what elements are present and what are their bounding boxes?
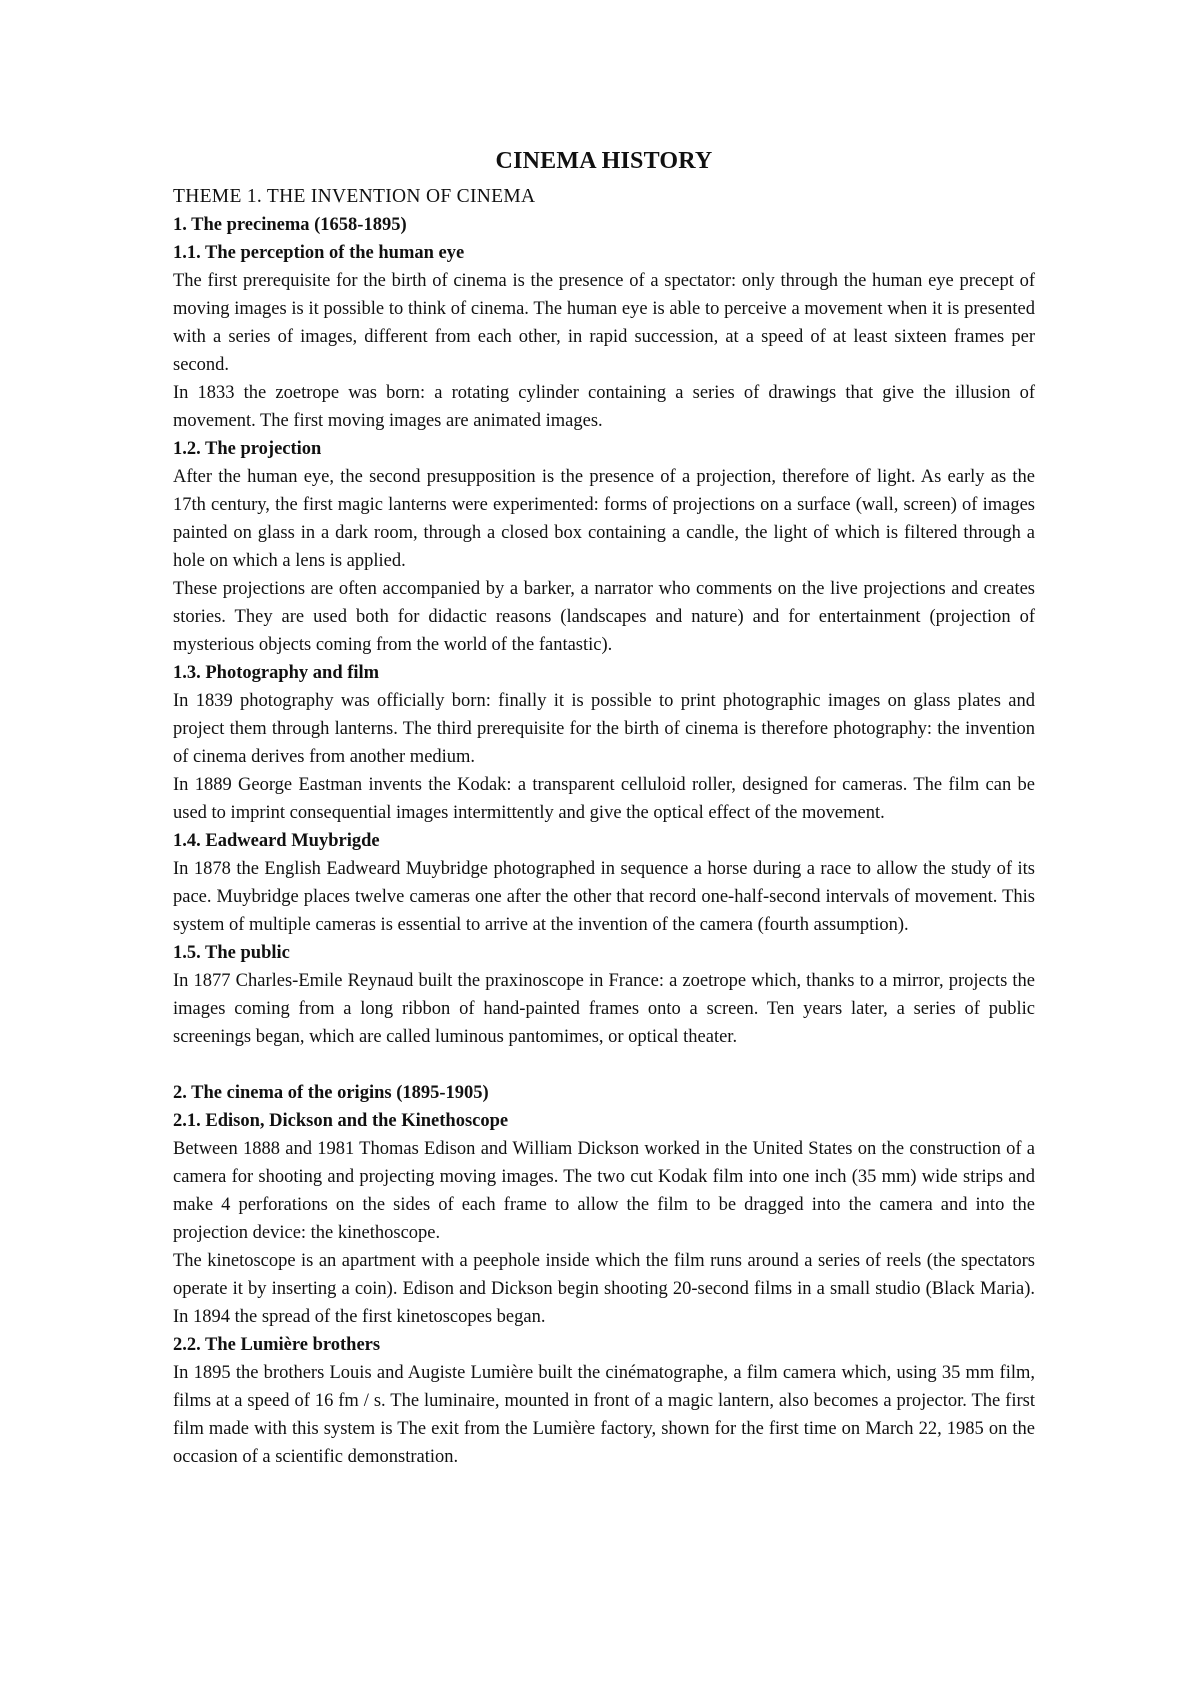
section-2-heading: 2. The cinema of the origins (1895-1905) — [173, 1083, 489, 1103]
section-1-1-heading: 1.1. The perception of the human eye — [173, 243, 465, 263]
section-1-heading: 1. The precinema (1658-1895) — [173, 215, 407, 235]
section-1-1-paragraph-1: The first prerequisite for the birth of cinema is the presence of a spectator: only through the human eye precept of moving images is it possible to think of cinema. The human eye is able to perceive a movement when it is presented with a series of images, different from each other, in rapid succession, at a speed of at least sixteen frames per second. — [173, 271, 1035, 375]
section-1-1-paragraph-2: In 1833 the zoetrope was born: a rotating cylinder containing a series of drawings that give the illusion of movement. The first moving images are animated images. — [173, 383, 1035, 431]
section-2-1-paragraph-1: Between 1888 and 1981 Thomas Edison and William Dickson worked in the United States on the construction of a camera for shooting and projecting moving images. The two cut Kodak film into one inch (35 mm) wide strips and make 4 perforations on the sides of each frame to allow the film to be dragged into the camera and into the projection device: the kinethoscope. — [173, 1139, 1035, 1243]
section-2-2-paragraph-1: In 1895 the brothers Louis and Augiste Lumière built the cinématographe, a film camera which, using 35 mm film, films at a speed of 16 fm / s. The luminaire, mounted in front of a magic lantern, also becomes a projector. The first film made with this system is The exit from the Lumière factory, shown for the first time on March 22, 1985 on the occasion of a scientific demonstration. — [173, 1363, 1035, 1467]
section-2-1-heading: 2.1. Edison, Dickson and the Kinethoscope — [173, 1111, 509, 1131]
section-1-4-paragraph-1: In 1878 the English Eadweard Muybridge photographed in sequence a horse during a race to allow the study of its pace. Muybridge places twelve cameras one after the other that record one-half-second intervals of movement. This system of multiple cameras is essential to arrive at the invention of the camera (fourth assumption). — [173, 859, 1035, 935]
section-1-5-heading: 1.5. The public — [173, 943, 290, 963]
section-2-1-paragraph-2: The kinetoscope is an apartment with a peephole inside which the film runs around a series of reels (the spectators operate it by inserting a coin). Edison and Dickson begin shooting 20-second films in a small studio (Black Maria). In 1894 the spread of the first kinetoscopes began. — [173, 1251, 1035, 1327]
section-1-3-paragraph-1: In 1839 photography was officially born: finally it is possible to print photographic images on glass plates and project them through lanterns. The third prerequisite for the birth of cinema is therefore photography: the invention of cinema derives from another medium. — [173, 691, 1035, 767]
section-1-3-heading: 1.3. Photography and film — [173, 663, 380, 683]
theme-heading: THEME 1. THE INVENTION OF CINEMA — [173, 186, 536, 207]
section-1-2-paragraph-2: These projections are often accompanied by a barker, a narrator who comments on the live projections and creates stories. They are used both for didactic reasons (landscapes and nature) and for entertainment (projection of mysterious objects coming from the world of the fantastic). — [173, 579, 1035, 655]
document-title: CINEMA HISTORY — [495, 148, 713, 174]
section-2-2-heading: 2.2. The Lumière brothers — [173, 1335, 381, 1355]
section-1-2-heading: 1.2. The projection — [173, 439, 322, 459]
section-1-2-paragraph-1: After the human eye, the second presupposition is the presence of a projection, therefore of light. As early as the 17th century, the first magic lanterns were experimented: forms of projections on a surface (wall, screen) of images painted on glass in a dark room, through a closed box containing a candle, the light of which is filtered through a hole on which a lens is applied. — [173, 467, 1035, 571]
section-spacer — [173, 1051, 1035, 1079]
section-1-3-paragraph-2: In 1889 George Eastman invents the Kodak: a transparent celluloid roller, designed for cameras. The film can be used to imprint consequential images intermittently and give the optical effect of the movement. — [173, 775, 1035, 823]
section-1-4-heading: 1.4. Eadweard Muybrigde — [173, 831, 380, 851]
section-1-5-paragraph-1: In 1877 Charles-Emile Reynaud built the praxinoscope in France: a zoetrope which, thanks to a mirror, projects the images coming from a long ribbon of hand-painted frames onto a screen. Ten years later, a series of public screenings began, which are called luminous pantomimes, or optical theater. — [173, 971, 1035, 1047]
